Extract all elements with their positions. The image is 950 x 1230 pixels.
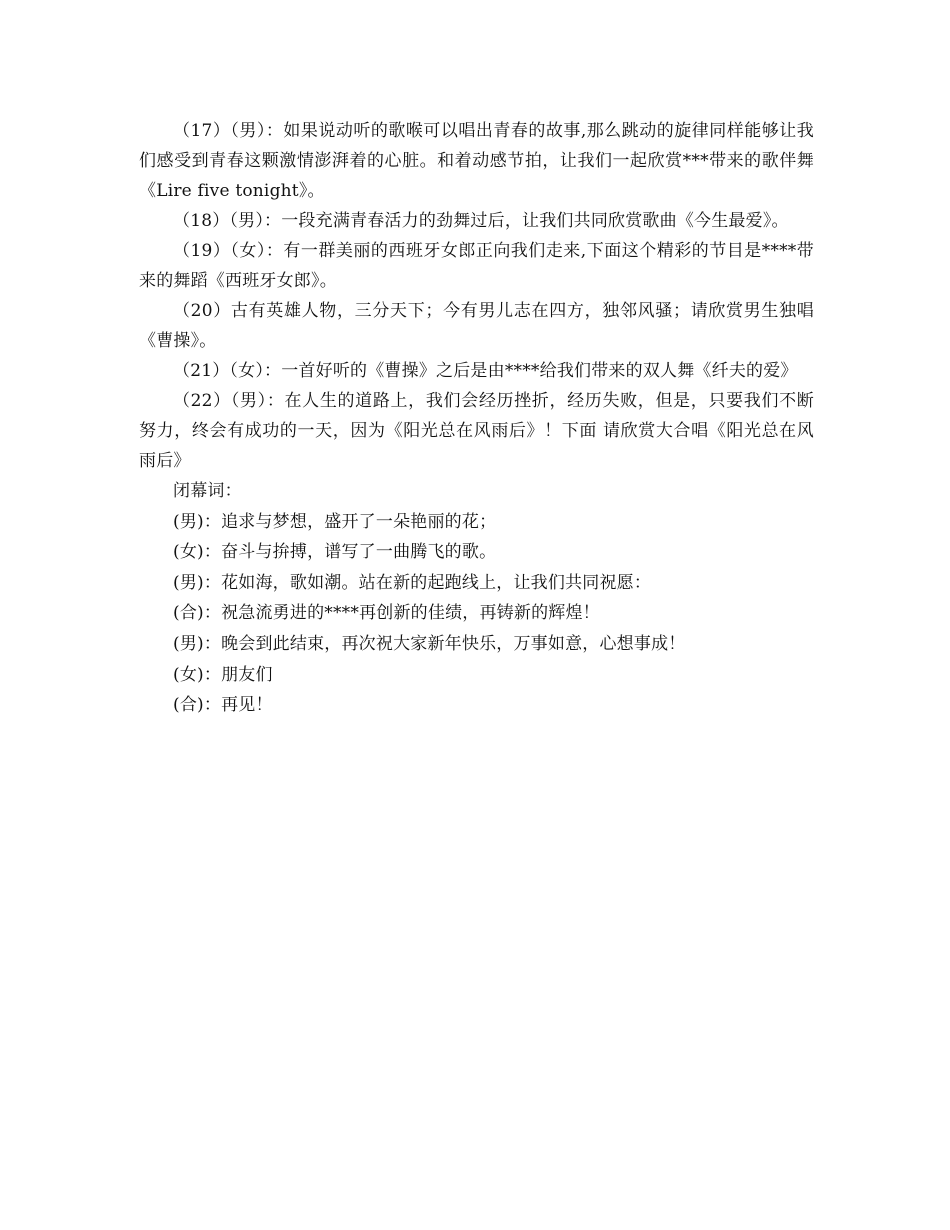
paragraph-19: （19）（女）：有一群美丽的西班牙女郎正向我们走来,下面这个精彩的节目是****带来的舞蹈《西班牙女郎》。 <box>139 241 814 291</box>
closing-line: (男)：追求与梦想，盛开了一朵艳丽的花； <box>173 511 497 532</box>
closing-line: (女)：奋斗与拚搏，谱写了一曲腾飞的歌。 <box>173 542 497 563</box>
paragraph-17: （17）（男）：如果说动听的歌喉可以唱出青春的故事,那么跳动的旋律同样能够让我们感受到青春这颗激情澎湃着的心脏。和着动感节拍，让我们一起欣赏***带来的歌伴舞《Lire five tonight》。 <box>139 121 814 201</box>
closing-line: (合)：再见！ <box>173 695 273 716</box>
paragraph-18: （18）（男）：一段充满青春活力的劲舞过后，让我们共同欣赏歌曲《今生最爱》。 <box>173 211 789 231</box>
document-page <box>139 116 814 721</box>
closing-line: (男)：晚会到此结束，再次祝大家新年快乐，万事如意，心想事成！ <box>173 633 686 654</box>
closing-line: (女)：朋友们 <box>173 664 273 685</box>
closing-heading: 闭幕词： <box>173 481 242 501</box>
paragraph-20: （20）古有英雄人物，三分天下；今有男儿志在四方，独邻风骚；请欣赏男生独唱《曹操》。 <box>139 301 814 351</box>
paragraph-22: （22）（男）：在人生的道路上，我们会经历挫折，经历失败，但是，只要我们不断努力，终会有成功的一天，因为《阳光总在风雨后》！下面 请欣赏大合唱《阳光总在风雨后》 <box>139 391 814 471</box>
closing-line: (合)：祝急流勇进的****再创新的佳绩，再铸新的辉煌！ <box>173 603 600 624</box>
closing-line: (男)：花如海，歌如潮。站在新的起跑线上，让我们共同祝愿： <box>173 572 652 593</box>
paragraph-21: （21）（女）：一首好听的《曹操》之后是由****给我们带来的双人舞《纤夫的爱》 <box>173 361 798 381</box>
